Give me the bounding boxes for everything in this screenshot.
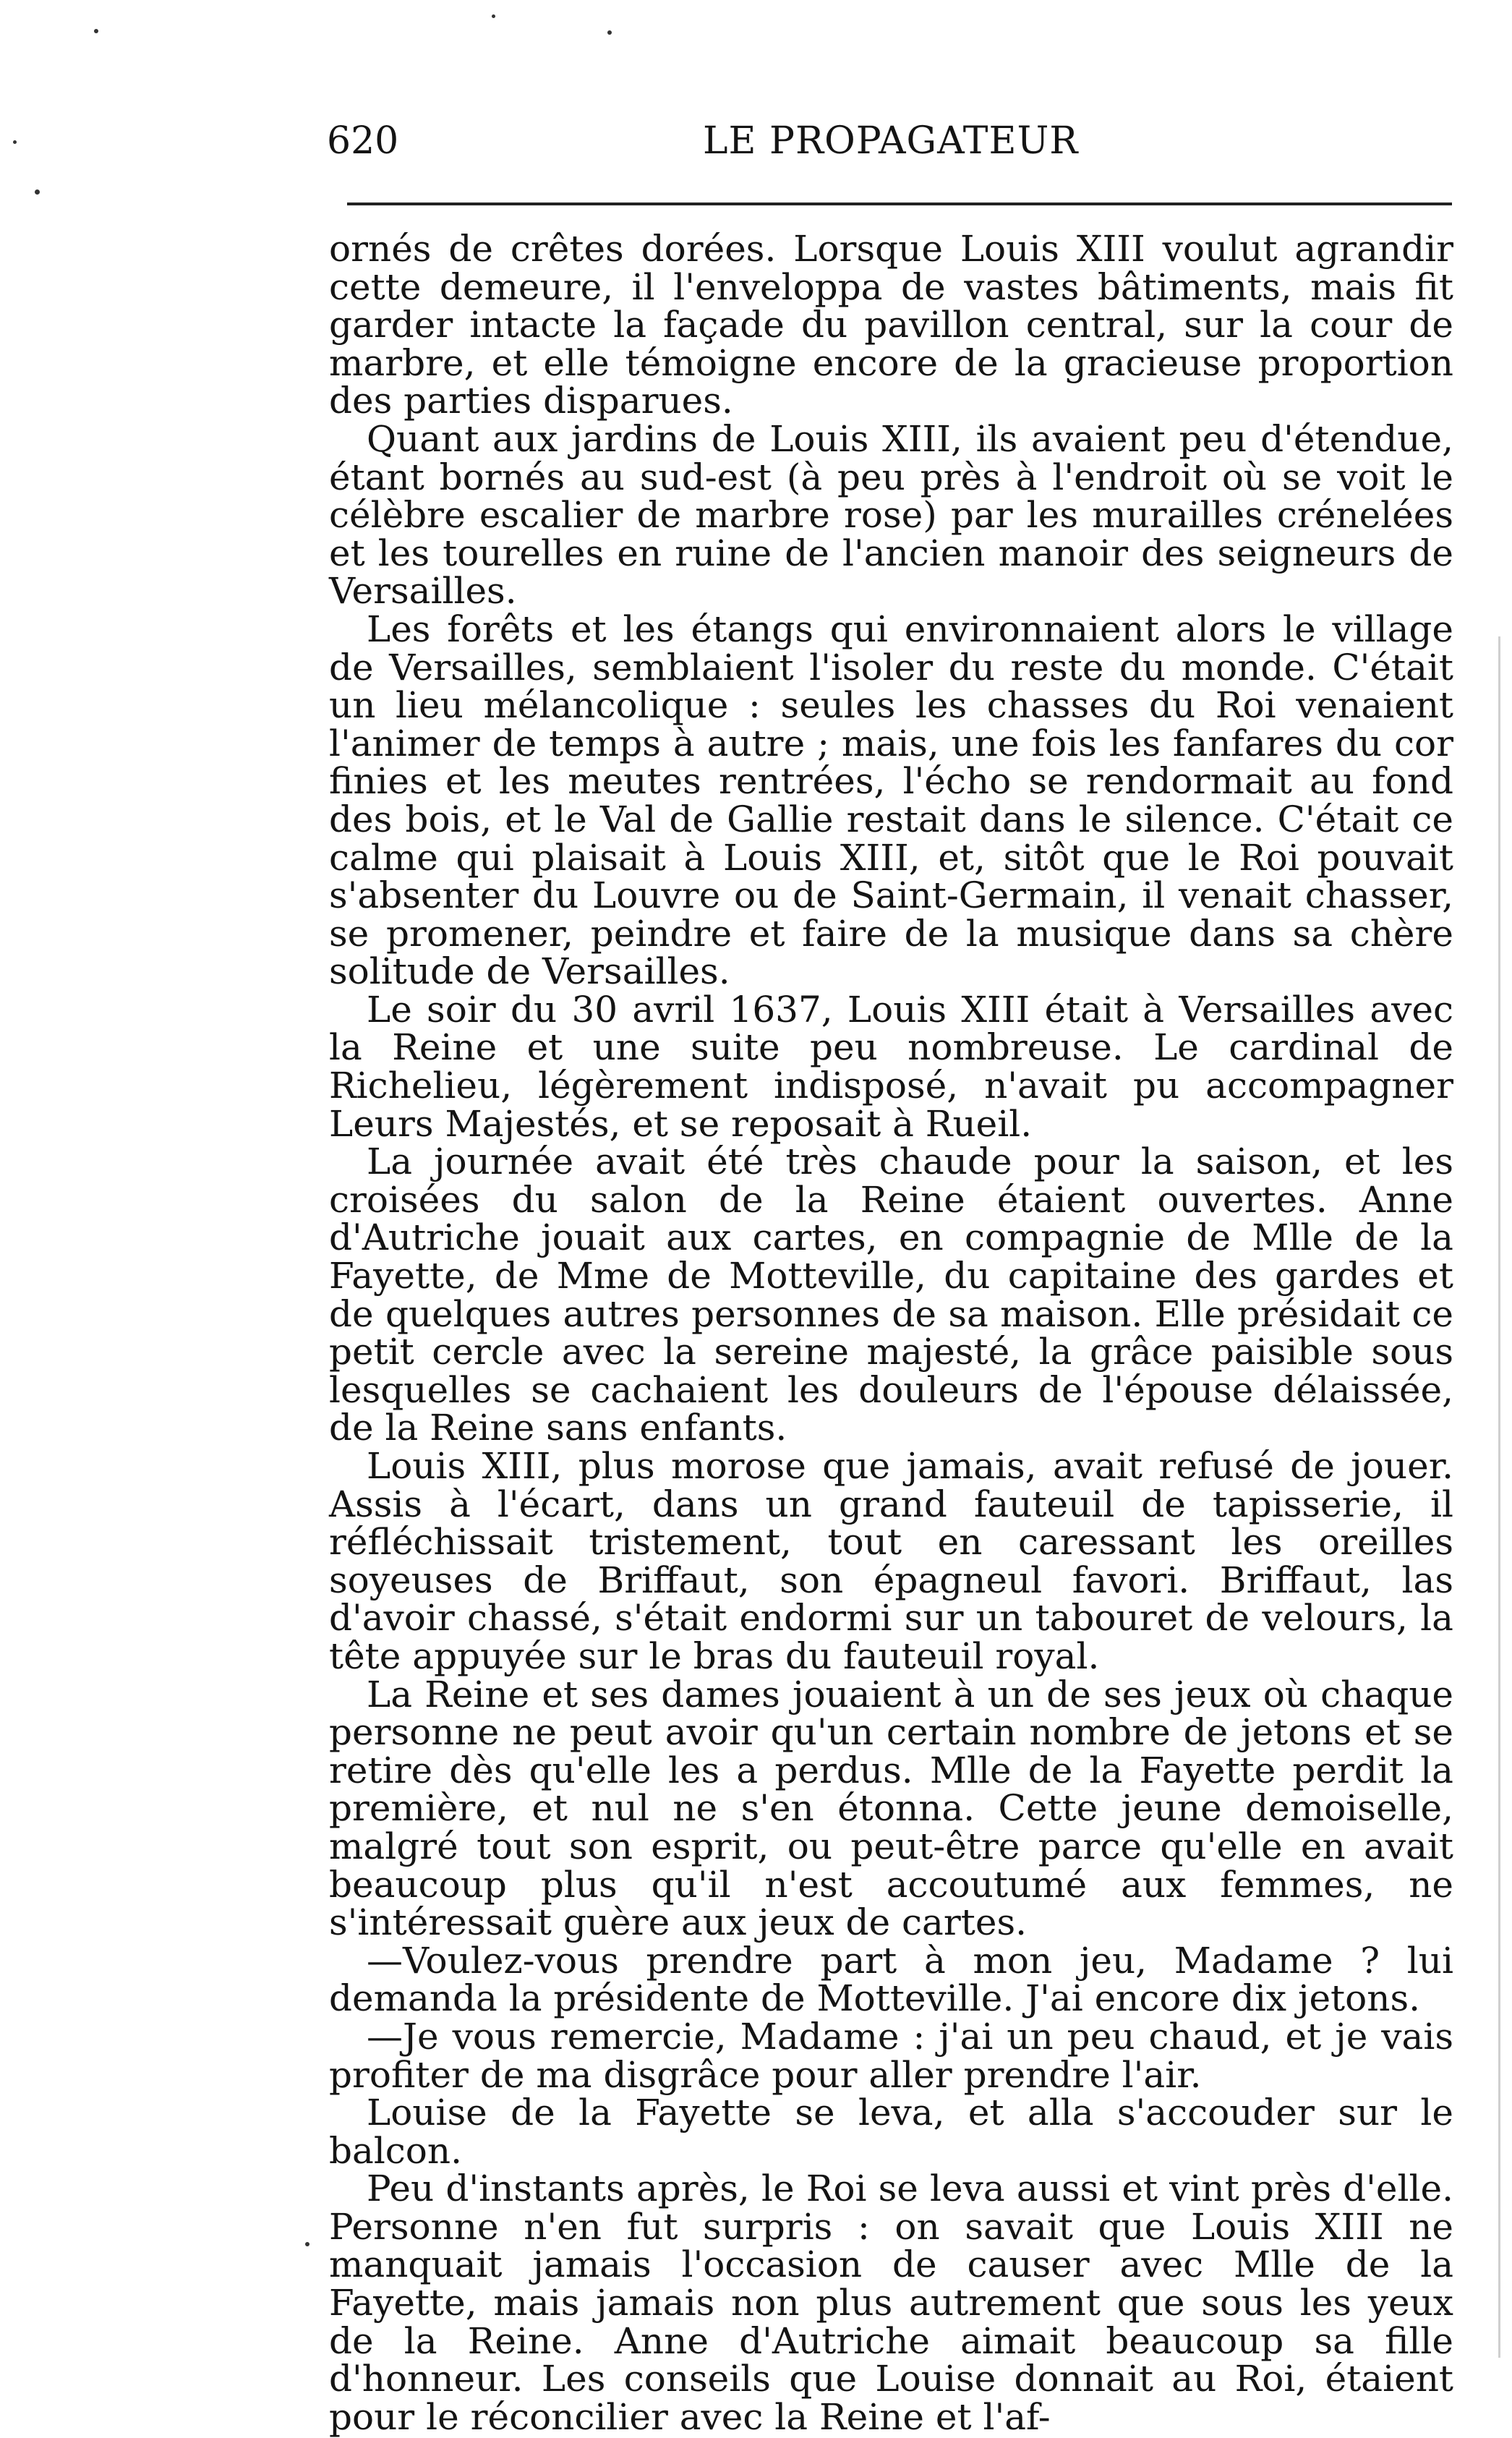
scan-speck	[607, 30, 612, 35]
body-text	[329, 230, 1453, 2436]
running-title: LE PROPAGATEUR	[703, 119, 1079, 163]
scan-edge-line	[1498, 636, 1500, 2358]
scan-speck	[13, 140, 17, 144]
scan-speck	[305, 2242, 309, 2246]
paragraph: La Reine et ses dames jouaient à un de ses jeux où chaque personne ne peut avoir qu'un certain nombre de jetons et se retire dès qu'elle les a perdus. Mlle de la Fayette perdit la première, et nul ne s'en étonna. Cette jeune demoiselle, malgré tout son esprit, ou peut-être parce qu'elle en avait beaucoup plus qu'il n'est accoutumé aux femmes, ne s'intéressait guère aux jeux de cartes.	[329, 1673, 1453, 1944]
paragraph: Louis XIII, plus morose que jamais, avait refusé de jouer. Assis à l'écart, dans un grand fauteuil de tapisserie, il réfléchissait tristement, tout en caressant les oreilles soyeuses de Briffaut, son épagneul favori. Briffaut, las d'avoir chassé, s'était endormi sur un tabouret de velours, la tête appuyée sur le bras du fauteuil royal.	[329, 1445, 1453, 1677]
paragraph: —Voulez-vous prendre part à mon jeu, Madame ? lui demanda la présidente de Motteville. J'ai encore dix jetons.	[329, 1939, 1453, 2020]
scan-speck	[492, 14, 495, 18]
header-rule	[347, 203, 1452, 205]
scan-speck	[94, 29, 98, 33]
paragraph: Le soir du 30 avril 1637, Louis XIII était à Versailles avec la Reine et une suite peu nombreuse. Le cardinal de Richelieu, légèrement indisposé, n'avait pu accompagner Leurs Majestés, et se reposait à Rueil.	[329, 988, 1453, 1145]
paragraph: Les forêts et les étangs qui environnaient alors le village de Versailles, semblaient l'isoler du reste du monde. C'était un lieu mélancolique : seules les chasses du Roi venaient l'animer de temps à autre ; mais, une fois les fanfares du cor finies et les meutes rentrées, l'écho se rendormait au fond des bois, et le Val de Gallie restait dans le silence. C'était ce calme qui plaisait à Louis XIII, et, sitôt que le Roi pouvait s'absenter du Louvre ou de Saint-Germain, il venait chasser, se promener, peindre et faire de la musique dans sa chère solitude de Versailles.	[329, 608, 1453, 993]
scan-speck	[35, 189, 40, 195]
paragraph: La journée avait été très chaude pour la saison, et les croisées du salon de la Reine étaient ouvertes. Anne d'Autriche jouait aux cartes, en compagnie de Mlle de la Fayette, de Mme de Motteville, du capitaine des gardes et de quelques autres personnes de sa maison. Elle présidait ce petit cercle avec la sereine majesté, la grâce paisible sous lesquelles se cachaient les douleurs de l'épouse délaissée, de la Reine sans enfants.	[329, 1141, 1453, 1449]
paragraph: Quant aux jardins de Louis XIII, ils avaient peu d'étendue, étant bornés au sud-est (à peu près à l'endroit où se voit le célèbre escalier de marbre rose) par les murailles crénelées et les tourelles en ruine de l'ancien manoir des seigneurs de Versailles.	[329, 417, 1453, 613]
page-number: 620	[327, 119, 399, 163]
paragraph: ornés de crêtes dorées. Lorsque Louis XIII voulut agrandir cette demeure, il l'enveloppa de vastes bâtiments, mais fit garder intacte la façade du pavillon central, sur la cour de marbre, et elle témoigne encore de la gracieuse proportion des parties disparues.	[329, 228, 1453, 422]
paragraph: Louise de la Fayette se leva, et alla s'accouder sur le balcon.	[329, 2092, 1453, 2172]
paragraph: Peu d'instants après, le Roi se leva aussi et vint près d'elle. Personne n'en fut surpris : on savait que Louis XIII ne manquait jamais l'occasion de causer avec Mlle de la Fayette, mais jamais non plus autrement que sous les yeux de la Reine. Anne d'Autriche aimait beaucoup sa fille d'honneur. Les conseils que Louise donnait au Roi, étaient pour le réconcilier avec la Reine et l'af-	[329, 2168, 1453, 2438]
paragraph: —Je vous remercie, Madame : j'ai un peu chaud, et je vais profiter de ma disgrâce pour aller prendre l'air.	[329, 2015, 1453, 2096]
page-header	[327, 116, 1453, 166]
